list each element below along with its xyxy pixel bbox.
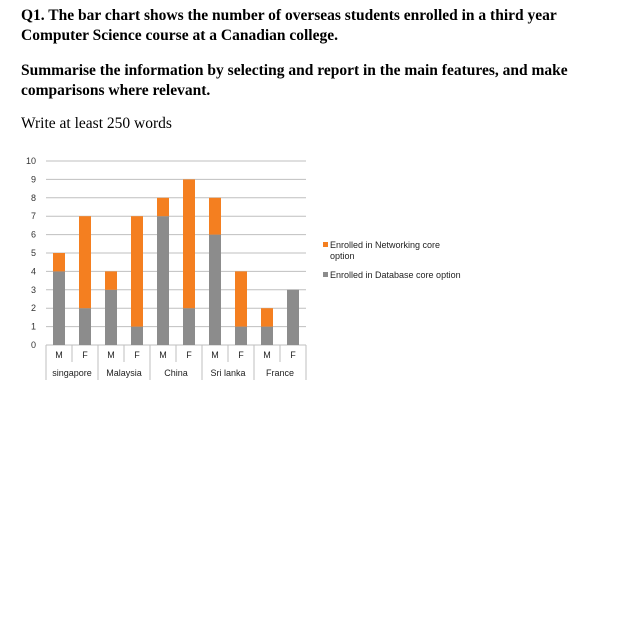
- y-tick-label: 9: [30, 174, 36, 185]
- legend-label-database: Enrolled in Database core option: [330, 270, 461, 280]
- question-instruction: Summarise the information by selecting and report in the main features, and make comparisons where relevant.: [21, 62, 568, 99]
- bar-networking: [157, 198, 169, 216]
- y-tick-label: 10: [25, 156, 36, 166]
- bar-database: [131, 327, 143, 345]
- bar-networking: [261, 308, 273, 326]
- y-tick-label: 8: [30, 192, 36, 203]
- x-category-label: M: [55, 350, 63, 360]
- y-tick-label: 7: [30, 211, 36, 222]
- x-group-label: singapore: [52, 368, 92, 378]
- bar-database: [183, 308, 195, 345]
- y-tick-label: 3: [30, 284, 36, 295]
- x-group-label: Sri lanka: [210, 368, 246, 378]
- legend-swatch-database: [323, 272, 328, 277]
- bar-database: [287, 290, 299, 345]
- x-category-label: F: [134, 350, 140, 360]
- y-tick-label: 4: [30, 266, 36, 277]
- x-axis: [46, 345, 306, 380]
- x-category-label: M: [263, 350, 271, 360]
- x-category-label: F: [290, 350, 296, 360]
- y-axis: [26, 156, 36, 350]
- x-group-label: China: [164, 368, 188, 378]
- bar-networking: [183, 179, 195, 308]
- bar-networking: [105, 271, 117, 289]
- bar-database: [157, 216, 169, 345]
- legend: [323, 240, 461, 280]
- word-count-note: Write at least 250 words: [21, 115, 172, 132]
- y-tick-label: 5: [30, 248, 36, 258]
- bars: [53, 179, 299, 345]
- y-tick-label: 0: [30, 340, 36, 350]
- y-tick-label: 6: [30, 229, 36, 240]
- x-category-label: F: [186, 350, 192, 360]
- legend-label-networking-line2: option: [330, 251, 355, 261]
- y-tick-label: 2: [30, 303, 36, 314]
- bar-networking: [79, 216, 91, 308]
- bar-database: [235, 327, 247, 345]
- bar-database: [79, 308, 91, 345]
- bar-networking: [53, 253, 65, 271]
- bar-networking: [209, 198, 221, 235]
- x-category-label: F: [82, 350, 88, 360]
- x-category-label: M: [107, 350, 115, 360]
- x-group-label: France: [265, 368, 295, 378]
- bar-networking: [235, 271, 247, 326]
- legend-label-networking-line1: Enrolled in Networking core: [330, 240, 441, 250]
- bar-database: [261, 327, 273, 345]
- question-title: Q1. The bar chart shows the number of overseas students enrolled in a third year Computer Science course at a Canadian college.: [21, 7, 557, 44]
- y-tick-label: 1: [30, 321, 36, 332]
- bar-chart: [0, 140, 640, 390]
- bar-database: [53, 271, 65, 345]
- bar-database: [209, 235, 221, 345]
- bar-networking: [131, 216, 143, 326]
- x-category-label: F: [238, 350, 244, 360]
- x-group-label: Malaysia: [106, 368, 142, 378]
- legend-swatch-networking: [323, 242, 328, 247]
- bar-database: [105, 290, 117, 345]
- x-category-label: M: [211, 350, 219, 360]
- x-category-label: M: [159, 350, 167, 360]
